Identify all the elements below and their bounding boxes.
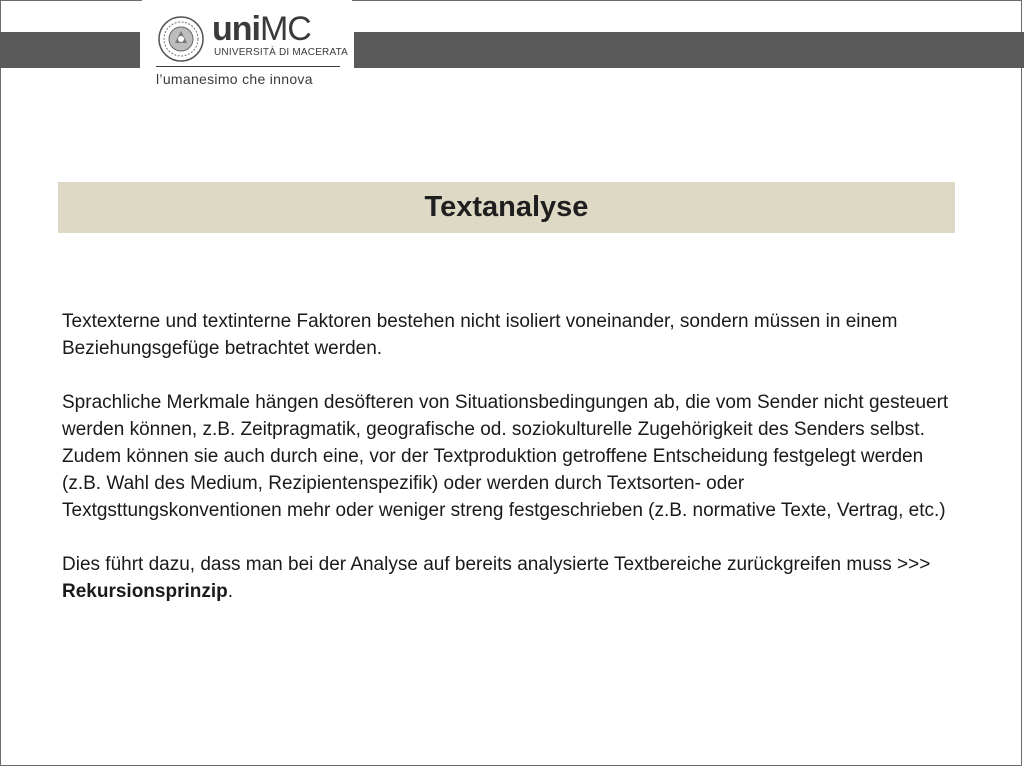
recursion-principle-term: Rekursionsprinzip: [62, 581, 228, 602]
university-seal-icon: [158, 16, 204, 62]
header-band-left: [0, 32, 140, 68]
title-bar: [58, 182, 955, 233]
paragraph-1: Textexterne und textinterne Faktoren bestehen nicht isoliert voneinander, sondern müssen in einem Beziehungsgefüge betrachtet werden.: [62, 311, 898, 359]
brand-subtitle: UNIVERSITÀ DI MACERATA: [214, 47, 349, 58]
paragraph-3: Dies führt dazu, dass man bei der Analyse auf bereits analysierte Textbereiche zurückgreifen muss >>> Rekursionsprinzip.: [62, 554, 931, 602]
university-logo: [142, 0, 352, 98]
slide-body: [62, 308, 962, 632]
paragraph-2: Sprachliche Merkmale hängen desöfteren von Situationsbedingungen ab, die vom Sender nicht gesteuert werden können, z.B. Zeitpragmatik, geografische od. soziokulturelle Zugehörigkeit des Senders selbst. Zudem können sie auch durch eine, vor der Textproduktion getroffene Entscheidung festgelegt werden (z.B. Wahl des Medium, Rezipientenspezifik) oder werden durch Textsorten- oder Textgsttungskonventionen mehr oder weniger streng festgeschrieben (z.B. normative Texte, Vertrag, etc.): [62, 392, 949, 521]
header-band-right: [354, 32, 1024, 68]
slide-title: Textanalyse: [424, 191, 589, 223]
tagline: l’umanesimo che innova: [156, 71, 313, 87]
logo-divider: [156, 66, 340, 67]
brand-name: uniMC: [212, 10, 311, 48]
